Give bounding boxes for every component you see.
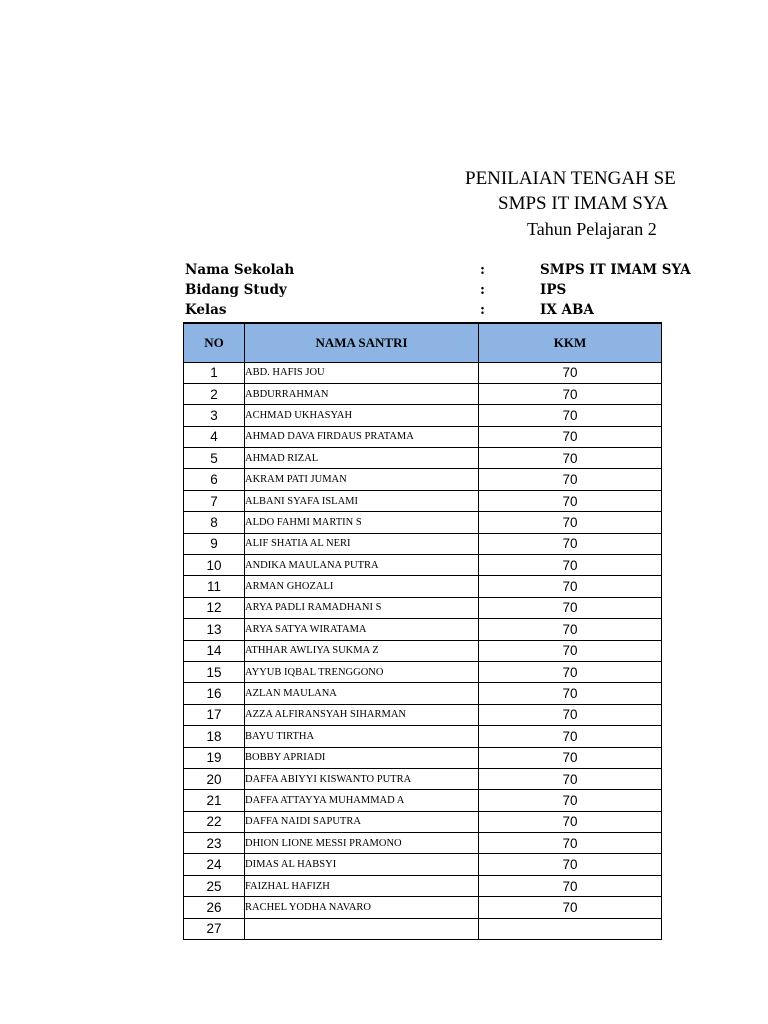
row-number: 26 <box>184 897 245 918</box>
row-number: 18 <box>184 726 245 747</box>
row-number: 5 <box>184 448 245 469</box>
kkm-value: 70 <box>479 897 662 918</box>
kkm-value: 70 <box>479 555 662 576</box>
row-number: 1 <box>184 362 245 383</box>
table-row <box>184 790 662 811</box>
row-number: 25 <box>184 875 245 896</box>
table-row <box>184 490 662 511</box>
student-name: ARYA PADLI RAMADHANI S <box>245 597 479 618</box>
student-name: ARYA SATYA WIRATAMA <box>245 619 479 640</box>
subject-label: Bidang Study <box>185 282 287 298</box>
row-number: 6 <box>184 469 245 490</box>
row-number: 3 <box>184 405 245 426</box>
table-row <box>184 426 662 447</box>
student-name: ALIF SHATIA AL NERI <box>245 533 479 554</box>
table-row <box>184 512 662 533</box>
subject-value: IPS <box>540 282 567 298</box>
row-number: 22 <box>184 811 245 832</box>
student-name: BOBBY APRIADI <box>245 747 479 768</box>
table-row <box>184 576 662 597</box>
table-row <box>184 811 662 832</box>
student-grades-table <box>183 322 662 940</box>
row-number: 9 <box>184 533 245 554</box>
row-number: 2 <box>184 383 245 404</box>
student-name: DAFFA ABIYYI KISWANTO PUTRA <box>245 768 479 789</box>
table-row <box>184 726 662 747</box>
row-number: 12 <box>184 597 245 618</box>
school-colon: : <box>480 262 485 278</box>
student-name: AZLAN MAULANA <box>245 683 479 704</box>
kkm-value: 70 <box>479 790 662 811</box>
kkm-value: 70 <box>479 490 662 511</box>
kkm-value: 70 <box>479 383 662 404</box>
table-row <box>184 533 662 554</box>
table-row <box>184 405 662 426</box>
table-row <box>184 854 662 875</box>
kkm-value: 70 <box>479 640 662 661</box>
student-name: AYYUB IQBAL TRENGGONO <box>245 661 479 682</box>
kkm-value: 70 <box>479 405 662 426</box>
school-label: Nama Sekolah <box>185 262 295 278</box>
table-row <box>184 383 662 404</box>
kkm-value: 70 <box>479 875 662 896</box>
kkm-value: 70 <box>479 726 662 747</box>
kkm-value: 70 <box>479 768 662 789</box>
student-name: DAFFA NAIDI SAPUTRA <box>245 811 479 832</box>
kkm-value: 70 <box>479 448 662 469</box>
row-number: 24 <box>184 854 245 875</box>
student-name <box>245 918 479 939</box>
column-header-name: NAMA SANTRI <box>245 323 479 362</box>
column-header-no: NO <box>184 323 245 362</box>
row-number: 7 <box>184 490 245 511</box>
table-row <box>184 640 662 661</box>
table-row <box>184 875 662 896</box>
student-name: ABDURRAHMAN <box>245 383 479 404</box>
row-number: 19 <box>184 747 245 768</box>
student-name: ABD. HAFIS JOU <box>245 362 479 383</box>
student-name: DIMAS AL HABSYI <box>245 854 479 875</box>
row-number: 21 <box>184 790 245 811</box>
table-row <box>184 362 662 383</box>
row-number: 17 <box>184 704 245 725</box>
student-name: RACHEL YODHA NAVARO <box>245 897 479 918</box>
row-number: 8 <box>184 512 245 533</box>
student-name: DAFFA ATTAYYA MUHAMMAD A <box>245 790 479 811</box>
school-value: SMPS IT IMAM SYA <box>540 262 691 278</box>
table-row <box>184 918 662 939</box>
kkm-value: 70 <box>479 512 662 533</box>
row-number: 10 <box>184 555 245 576</box>
table-body <box>184 362 662 940</box>
kkm-value: 70 <box>479 426 662 447</box>
table-row <box>184 897 662 918</box>
kkm-value: 70 <box>479 683 662 704</box>
kkm-value: 70 <box>479 362 662 383</box>
kkm-value: 70 <box>479 533 662 554</box>
kkm-value: 70 <box>479 854 662 875</box>
table-row <box>184 768 662 789</box>
row-number: 16 <box>184 683 245 704</box>
kkm-value: 70 <box>479 811 662 832</box>
student-name: AHMAD RIZAL <box>245 448 479 469</box>
academic-year-heading: Tahun Pelajaran 2 <box>527 219 657 239</box>
class-label: Kelas <box>185 302 227 318</box>
kkm-value: 70 <box>479 597 662 618</box>
student-name: ARMAN GHOZALI <box>245 576 479 597</box>
kkm-value: 70 <box>479 469 662 490</box>
table-row <box>184 833 662 854</box>
student-name: ACHMAD UKHASYAH <box>245 405 479 426</box>
row-number: 20 <box>184 768 245 789</box>
student-name: ATHHAR AWLIYA SUKMA Z <box>245 640 479 661</box>
kkm-value: 70 <box>479 704 662 725</box>
student-name: ALDO FAHMI MARTIN S <box>245 512 479 533</box>
student-name: AKRAM PATI JUMAN <box>245 469 479 490</box>
document-title: PENILAIAN TENGAH SE <box>465 168 676 189</box>
column-header-kkm: KKM <box>479 323 662 362</box>
row-number: 11 <box>184 576 245 597</box>
student-name: DHION LIONE MESSI PRAMONO <box>245 833 479 854</box>
table-row <box>184 747 662 768</box>
student-name: BAYU TIRTHA <box>245 726 479 747</box>
table-row <box>184 683 662 704</box>
kkm-value: 70 <box>479 833 662 854</box>
row-number: 23 <box>184 833 245 854</box>
class-value: IX ABA <box>540 302 594 318</box>
table-row <box>184 555 662 576</box>
school-heading: SMPS IT IMAM SYA <box>498 193 669 214</box>
row-number: 13 <box>184 619 245 640</box>
row-number: 27 <box>184 918 245 939</box>
kkm-value: 70 <box>479 576 662 597</box>
table-header-row <box>184 323 662 362</box>
class-colon: : <box>480 302 485 318</box>
table-row <box>184 661 662 682</box>
student-name: ANDIKA MAULANA PUTRA <box>245 555 479 576</box>
kkm-value: 70 <box>479 747 662 768</box>
row-number: 14 <box>184 640 245 661</box>
table-row <box>184 469 662 490</box>
student-name: AZZA ALFIRANSYAH SIHARMAN <box>245 704 479 725</box>
row-number: 4 <box>184 426 245 447</box>
kkm-value: 70 <box>479 661 662 682</box>
kkm-value <box>479 918 662 939</box>
student-name: AHMAD DAVA FIRDAUS PRATAMA <box>245 426 479 447</box>
student-name: ALBANI SYAFA ISLAMI <box>245 490 479 511</box>
table-row <box>184 448 662 469</box>
row-number: 15 <box>184 661 245 682</box>
subject-colon: : <box>480 282 485 298</box>
table-row <box>184 704 662 725</box>
student-name: FAIZHAL HAFIZH <box>245 875 479 896</box>
kkm-value: 70 <box>479 619 662 640</box>
table-row <box>184 619 662 640</box>
table-row <box>184 597 662 618</box>
